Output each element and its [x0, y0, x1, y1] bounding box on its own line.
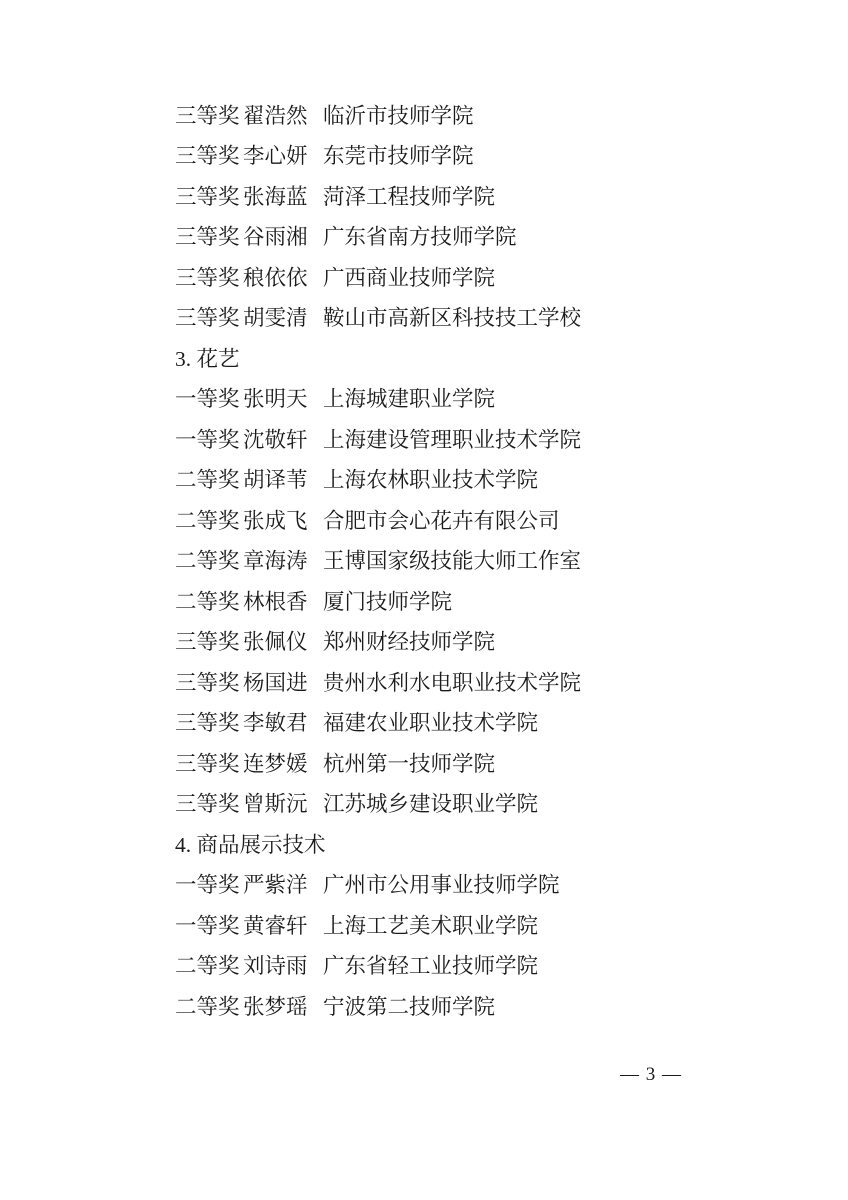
winner-name: 谷雨湘	[243, 225, 308, 249]
winner-organization: 宁波第二技师学院	[323, 994, 496, 1019]
award-row	[0, 380, 848, 421]
winner-organization: 厦门技师学院	[323, 589, 453, 614]
award-row	[0, 420, 848, 461]
award-row	[0, 177, 848, 218]
winner-name: 稂依依	[243, 265, 308, 290]
award-row	[0, 461, 848, 502]
winner-name: 刘诗雨	[243, 954, 308, 978]
award-row	[0, 663, 848, 704]
award-row	[0, 866, 848, 907]
award-grade: 三等奖	[175, 103, 240, 128]
award-row	[0, 299, 848, 340]
award-row	[0, 785, 848, 826]
winner-organization: 郑州财经技师学院	[323, 630, 496, 654]
award-row	[0, 542, 848, 583]
winner-name: 沈敬轩	[243, 427, 308, 452]
winner-organization: 广东省南方技师学院	[323, 225, 517, 249]
award-grade: 三等奖	[175, 751, 240, 776]
award-row	[0, 258, 848, 299]
winner-name: 张明天	[243, 387, 308, 411]
award-row	[0, 218, 848, 259]
winner-organization: 贵州水利水电职业技术学院	[323, 670, 582, 695]
winner-name: 张成飞	[243, 508, 308, 533]
award-grade: 三等奖	[175, 670, 240, 695]
winner-name: 张梦瑶	[243, 994, 308, 1019]
award-grade: 二等奖	[175, 994, 240, 1019]
award-grade: 二等奖	[175, 468, 240, 492]
award-grade: 三等奖	[175, 792, 240, 816]
award-grade: 三等奖	[175, 630, 240, 654]
winner-name: 张海蓝	[243, 184, 308, 209]
award-grade: 一等奖	[175, 427, 240, 452]
award-grade: 二等奖	[175, 954, 240, 978]
award-grade: 三等奖	[175, 265, 240, 290]
winner-name: 杨国进	[243, 670, 308, 695]
award-row	[0, 501, 848, 542]
award-grade: 一等奖	[175, 387, 240, 411]
winner-organization: 临沂市技师学院	[323, 103, 474, 128]
winner-organization: 广西商业技师学院	[323, 265, 496, 290]
award-grade: 三等奖	[175, 184, 240, 209]
winner-organization: 菏泽工程技师学院	[323, 184, 496, 209]
award-row	[0, 623, 848, 664]
winner-name: 翟浩然	[243, 103, 308, 128]
winner-organization: 杭州第一技师学院	[323, 751, 496, 776]
page-number: — 3 —	[620, 1064, 682, 1085]
award-row	[0, 704, 848, 745]
section-heading: 4. 商品展示技术	[175, 832, 326, 857]
winner-name: 胡译苇	[243, 468, 308, 492]
winner-organization: 上海建设管理职业技术学院	[323, 427, 582, 452]
winner-organization: 上海工艺美术职业学院	[323, 913, 539, 938]
award-grade: 三等奖	[175, 711, 240, 735]
award-grade: 二等奖	[175, 508, 240, 533]
winner-organization: 王博国家级技能大师工作室	[323, 549, 582, 573]
award-grade: 一等奖	[175, 913, 240, 938]
winner-organization: 鞍山市高新区科技技工学校	[323, 306, 582, 330]
section-heading: 3. 花艺	[175, 346, 240, 371]
award-row	[0, 582, 848, 623]
winner-name: 张佩仪	[243, 630, 308, 654]
award-grade: 二等奖	[175, 589, 240, 614]
winner-organization: 广东省轻工业技师学院	[323, 954, 539, 978]
award-grade: 三等奖	[175, 225, 240, 249]
award-grade: 一等奖	[175, 873, 240, 897]
award-row	[0, 137, 848, 178]
winner-name: 连梦媛	[243, 751, 308, 776]
winner-organization: 上海农林职业技术学院	[323, 468, 539, 492]
winner-organization: 上海城建职业学院	[323, 387, 496, 411]
award-row	[0, 744, 848, 785]
award-row	[0, 947, 848, 988]
award-row	[0, 987, 848, 1028]
winner-name: 严紫洋	[243, 873, 308, 897]
winner-organization: 江苏城乡建设职业学院	[323, 792, 539, 816]
winner-name: 胡雯清	[243, 306, 308, 330]
winner-organization: 广州市公用事业技师学院	[323, 873, 560, 897]
winner-name: 李心妍	[243, 144, 308, 168]
award-grade: 三等奖	[175, 144, 240, 168]
award-grade: 三等奖	[175, 306, 240, 330]
winner-organization: 东莞市技师学院	[323, 144, 474, 168]
winner-organization: 合肥市会心花卉有限公司	[323, 508, 560, 533]
winner-name: 章海涛	[243, 549, 308, 573]
winner-name: 林根香	[243, 589, 308, 614]
document-body	[0, 96, 848, 1028]
winner-name: 黄睿轩	[243, 913, 308, 938]
award-row	[0, 96, 848, 137]
award-grade: 二等奖	[175, 549, 240, 573]
winner-name: 曾斯沅	[243, 792, 308, 816]
winner-name: 李敏君	[243, 711, 308, 735]
winner-organization: 福建农业职业技术学院	[323, 711, 539, 735]
award-row	[0, 906, 848, 947]
